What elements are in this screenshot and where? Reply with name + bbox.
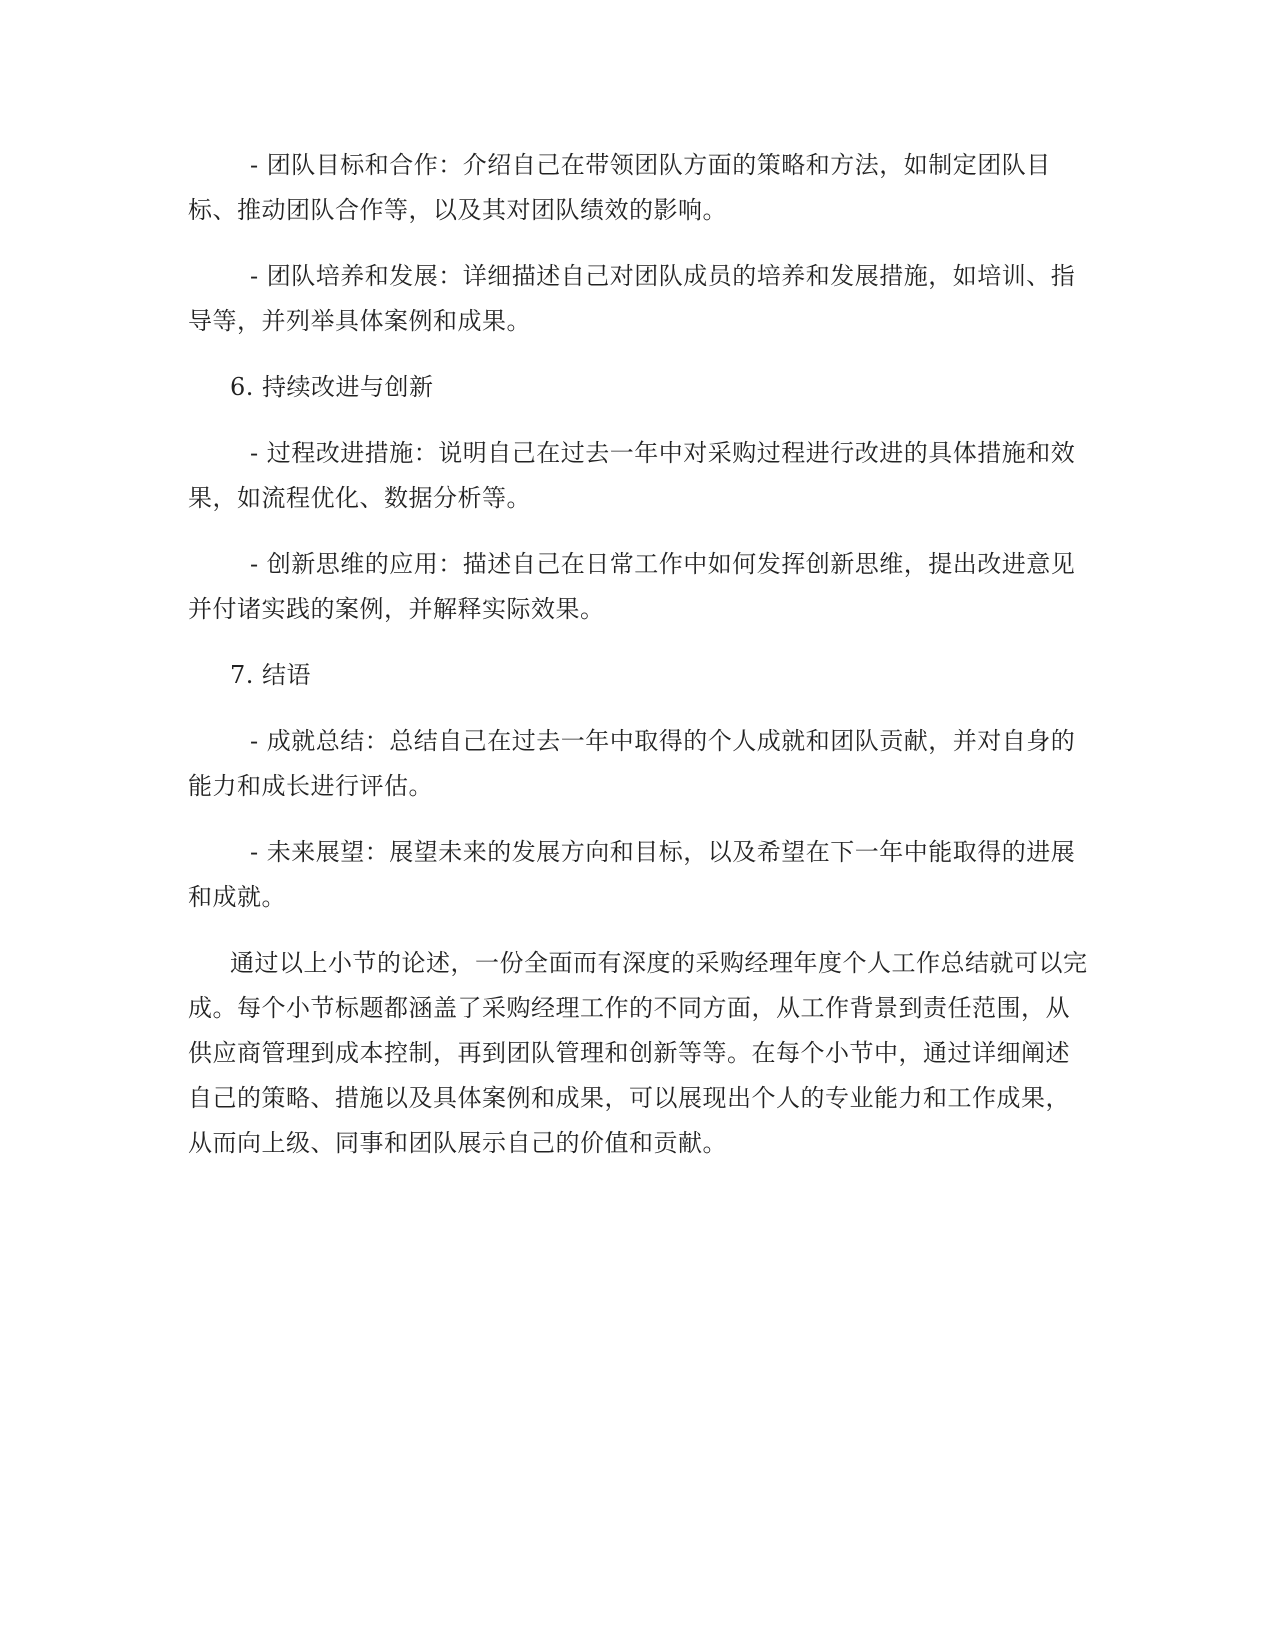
paragraph-achievements: - 成就总结：总结自己在过去一年中取得的个人成就和团队贡献，并对自身的能力和成长进行评估。 xyxy=(188,727,1076,800)
paragraph-future-outlook: - 未来展望：展望未来的发展方向和目标，以及希望在下一年中能取得的进展和成就。 xyxy=(188,838,1076,911)
document-page xyxy=(188,143,1088,1187)
paragraph-innovation: - 创新思维的应用：描述自己在日常工作中如何发挥创新思维，提出改进意见并付诸实践的案例，并解释实际效果。 xyxy=(188,550,1076,623)
paragraph-team-goals: - 团队目标和合作：介绍自己在带领团队方面的策略和方法，如制定团队目标、推动团队合作等，以及其对团队绩效的影响。 xyxy=(188,151,1051,224)
section-heading-6: 6. 持续改进与创新 xyxy=(230,373,434,401)
paragraph-conclusion: 通过以上小节的论述，一份全面而有深度的采购经理年度个人工作总结就可以完成。每个小节标题都涵盖了采购经理工作的不同方面，从工作背景到责任范围，从供应商管理到成本控制，再到团队管理和创新等等。在每个小节中，通过详细阐述自己的策略、措施以及具体案例和成果，可以展现出个人的专业能力和工作成果，从而向上级、同事和团队展示自己的价值和贡献。 xyxy=(188,949,1088,1157)
section-heading-7: 7. 结语 xyxy=(230,661,312,689)
paragraph-process-improvement: - 过程改进措施：说明自己在过去一年中对采购过程进行改进的具体措施和效果，如流程优化、数据分析等。 xyxy=(188,439,1076,512)
paragraph-team-development: - 团队培养和发展：详细描述自己对团队成员的培养和发展措施，如培训、指导等，并列举具体案例和成果。 xyxy=(188,262,1076,335)
